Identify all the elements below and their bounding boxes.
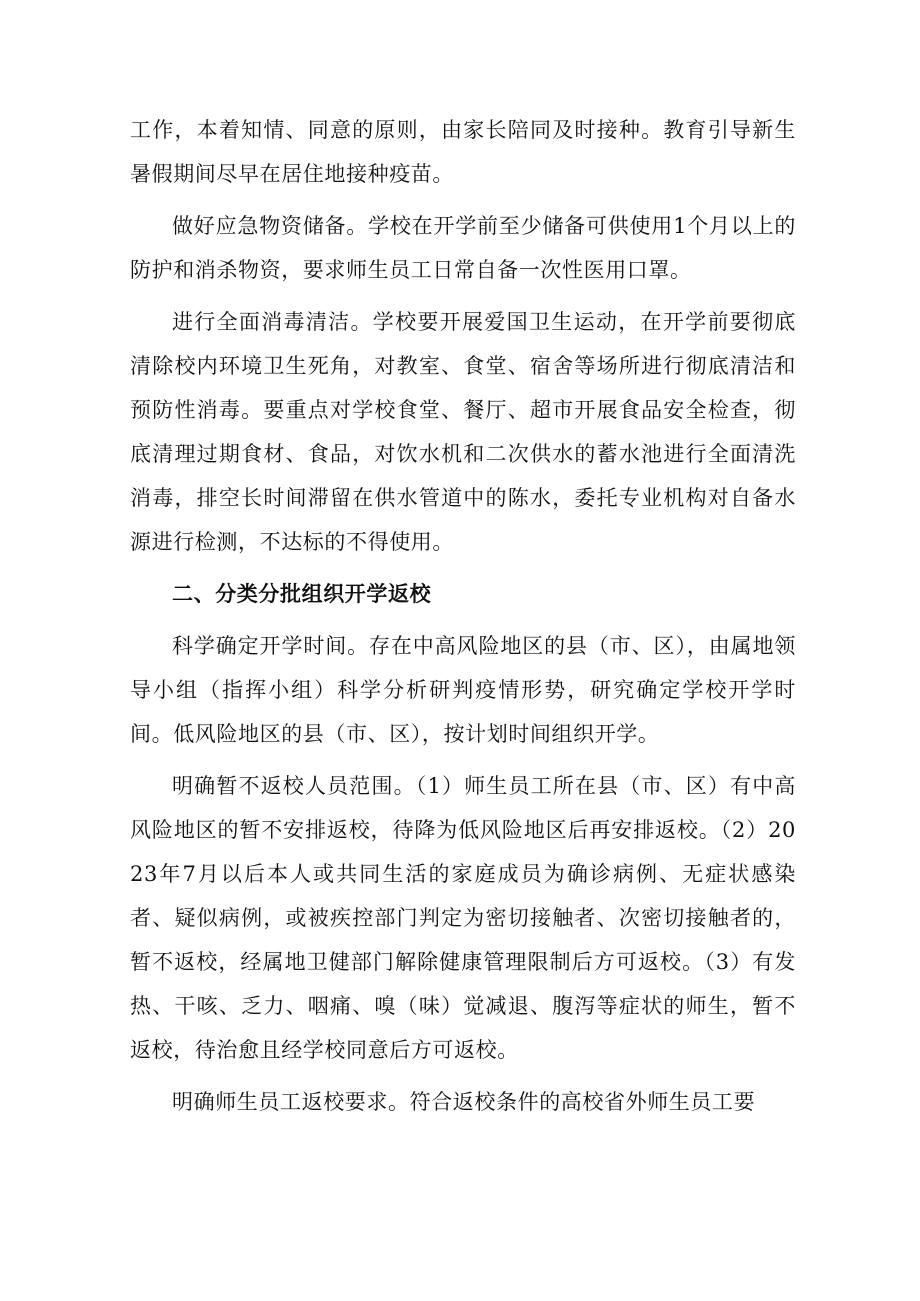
paragraph-return-requirements: 明确师生员工返校要求。符合返校条件的高校省外师生员工要 bbox=[172, 1090, 756, 1114]
paragraph-disinfection: 进行全面消毒清洁。学校要开展爱国卫生运动，在开学前要彻底清除校内环境卫生死角，对教室、食堂、宿舍等场所进行彻底清洁和预防性消毒。要重点对学校食堂、餐厅、超市开展食品安全检查，彻底清理过期食材、食品，对饮水机和二次供水的蓄水池进行全面清洗消毒，排空长时间滞留在供水管道中的陈水，委托专业机构对自备水源进行检测，不达标的不得使用。 bbox=[130, 310, 796, 554]
paragraph-continued: 工作，本着知情、同意的原则，由家长陪同及时接种。教育引导新生暑假期间尽早在居住地接种疫苗。 bbox=[130, 118, 796, 186]
section-heading: 二、分类分批组织开学返校 bbox=[172, 582, 432, 606]
paragraph-school-start-time: 科学确定开学时间。存在中高风险地区的县（市、区），由属地领导小组（指挥小组）科学分析研判疫情形势，研究确定学校开学时间。低风险地区的县（市、区），按计划时间组织开学。 bbox=[130, 634, 796, 746]
document-page bbox=[130, 108, 796, 1124]
paragraph-emergency-supplies: 做好应急物资储备。学校在开学前至少储备可供使用1个月以上的防护和消杀物资，要求师生员工日常自备一次性医用口罩。 bbox=[130, 214, 796, 282]
paragraph-no-return-scope: 明确暂不返校人员范围。（1）师生员工所在县（市、区）有中高风险地区的暂不安排返校，待降为低风险地区后再安排返校。（2）2023年7月以后本人或共同生活的家庭成员为确诊病例、无症状感染者、疑似病例，或被疾控部门判定为密切接触者、次密切接触者的，暂不返校，经属地卫健部门解除健康管理限制后方可返校。（3）有发热、干咳、乏力、咽痛、嗅（味）觉减退、腹泻等症状的师生，暂不返校，待治愈且经学校同意后方可返校。 bbox=[130, 774, 796, 1062]
